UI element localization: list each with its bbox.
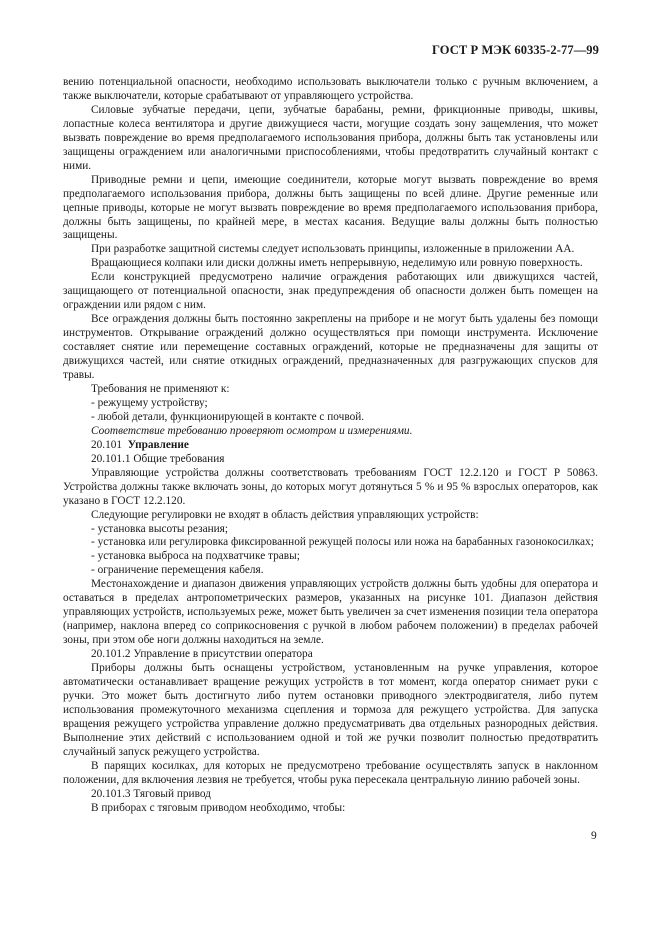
- section-title: Управление: [127, 438, 189, 451]
- list-item: - режущему устройству;: [91, 396, 208, 409]
- paragraph: В парящих косилках, для которых не предусмотрено требование осуществлять запуск в наклонном положении, для включения лезвия не требуется, чтобы рука пересекала центральную линию рабочей зоны.: [63, 759, 598, 786]
- paragraph: Следующие регулировки не входят в область действия управляющих устройств:: [91, 508, 479, 521]
- paragraph: Приводные ремни и цепи, имеющие соединители, которые могут вызвать повреждение во время предполагаемого использования прибора, должны быть защищены по всей длине. Другие ременные или цепные приводы, которые не могут вызвать повреждение во время предполагаемого использования прибора, должны быть защищены, по крайней мере, в местах касания. Ведущие валы должны быть полностью защищены.: [63, 173, 598, 242]
- paragraph: При разработке защитной системы следует использовать принципы, изложенные в приложении АА.: [91, 243, 575, 256]
- paragraph: В приборах с тяговым приводом необходимо, чтобы:: [91, 801, 346, 814]
- paragraph: Управляющие устройства должны соответствовать требованиям ГОСТ 12.2.120 и ГОСТ Р 50863. Устройства должны также включать зоны, до которых могут дотянуться 5 % и 95 % взрослых операторов, как указано в ГОСТ 12.2.120.: [63, 466, 598, 507]
- list-item: - установка выброса на подхватчике травы;: [91, 550, 300, 563]
- list-item: - любой детали, функционирующей в контакте с почвой.: [91, 410, 365, 423]
- document-body: [63, 76, 598, 816]
- subsection-heading: 20.101.2 Управление в присутствии оператора: [91, 648, 313, 661]
- subsection-heading: 20.101.1 Общие требования: [91, 452, 225, 465]
- subsection-heading: 20.101.3 Тяговый привод: [91, 787, 211, 800]
- paragraph: Требования не применяют к:: [91, 382, 230, 395]
- compliance-note: Соответствие требованию проверяют осмотром и измерениями.: [91, 424, 413, 437]
- paragraph: Вращающиеся колпаки или диски должны иметь непрерывную, неделимую или ровную поверхность.: [91, 257, 583, 270]
- paragraph: Силовые зубчатые передачи, цепи, зубчатые барабаны, ремни, фрикционные приводы, шкивы, лопастные колеса вентилятора и другие движущиеся части, могущие создать зону защемления, что может вызвать повреждение во время предполагаемого использования прибора, должны быть так установлены или защищены ограждением или аналогичными приспособлениями, чтобы предотвратить случайный контакт с ними.: [63, 103, 598, 172]
- list-item: - установка или регулировка фиксированной режущей полосы или ножа на барабанных газонокосилках;: [91, 536, 594, 549]
- paragraph: Местонахождение и диапазон движения управляющих устройств должны быть удобны для оператора и оставаться в пределах антропометрических размеров, указанных на рисунке 101. Диапазон действия управляющих устройств, используемых реже, может быть увеличен за счет изменения позиции тела оператора (например, наклона вперед со соприкосновения с ручкой в любом рабочем положении) в пределах рабочей зоны, при этом обе ноги должны находиться на земле.: [63, 578, 598, 647]
- page-number: 9: [591, 830, 597, 842]
- paragraph: Все ограждения должны быть постоянно закреплены на приборе и не могут быть удалены без помощи инструментов. Открывание ограждений должно осуществляться при помощи инструмента. Исключение составляет снятие или перемещение составных ограждений, которые не предназначены для защиты от движущихся частей, или снятие откидных ограждений, предназначенных для разгружающих спусков для травы.: [63, 313, 598, 382]
- paragraph: Приборы должны быть оснащены устройством, установленным на ручке управления, которое автоматически останавливает вращение режущих устройств в тот момент, когда оператор снимает руки с ручки. Это может быть достигнуто либо путем остановки приводного электродвигателя, либо путем использования промежуточного механизма сцепления и тормоза для режущего устройства. Для запуска вращения режущего устройства управление должно предусматривать два отдельных разнородных действия. Выполнение этих действий с использованием одной и той же ручки позволит полностью предотвратить случайный запуск режущего устройства.: [63, 662, 598, 758]
- section-heading: [63, 439, 598, 453]
- paragraph: Если конструкцией предусмотрено наличие ограждения работающих или движущихся частей, защищающего от потенциальной опасности, знак предупреждения об опасности должен быть помещен на ограждении или рядом с ним.: [63, 271, 598, 312]
- section-number: 20.101: [91, 438, 123, 451]
- list-item: - ограничение перемещения кабеля.: [91, 564, 264, 577]
- paragraph: вению потенциальной опасности, необходимо использовать выключатели только с ручным включением, а также выключатели, которые срабатывают от управляющего устройства.: [63, 76, 598, 102]
- document-header: ГОСТ Р МЭК 60335-2-77—99: [432, 43, 599, 57]
- list-item: - установка высоты резания;: [91, 522, 229, 535]
